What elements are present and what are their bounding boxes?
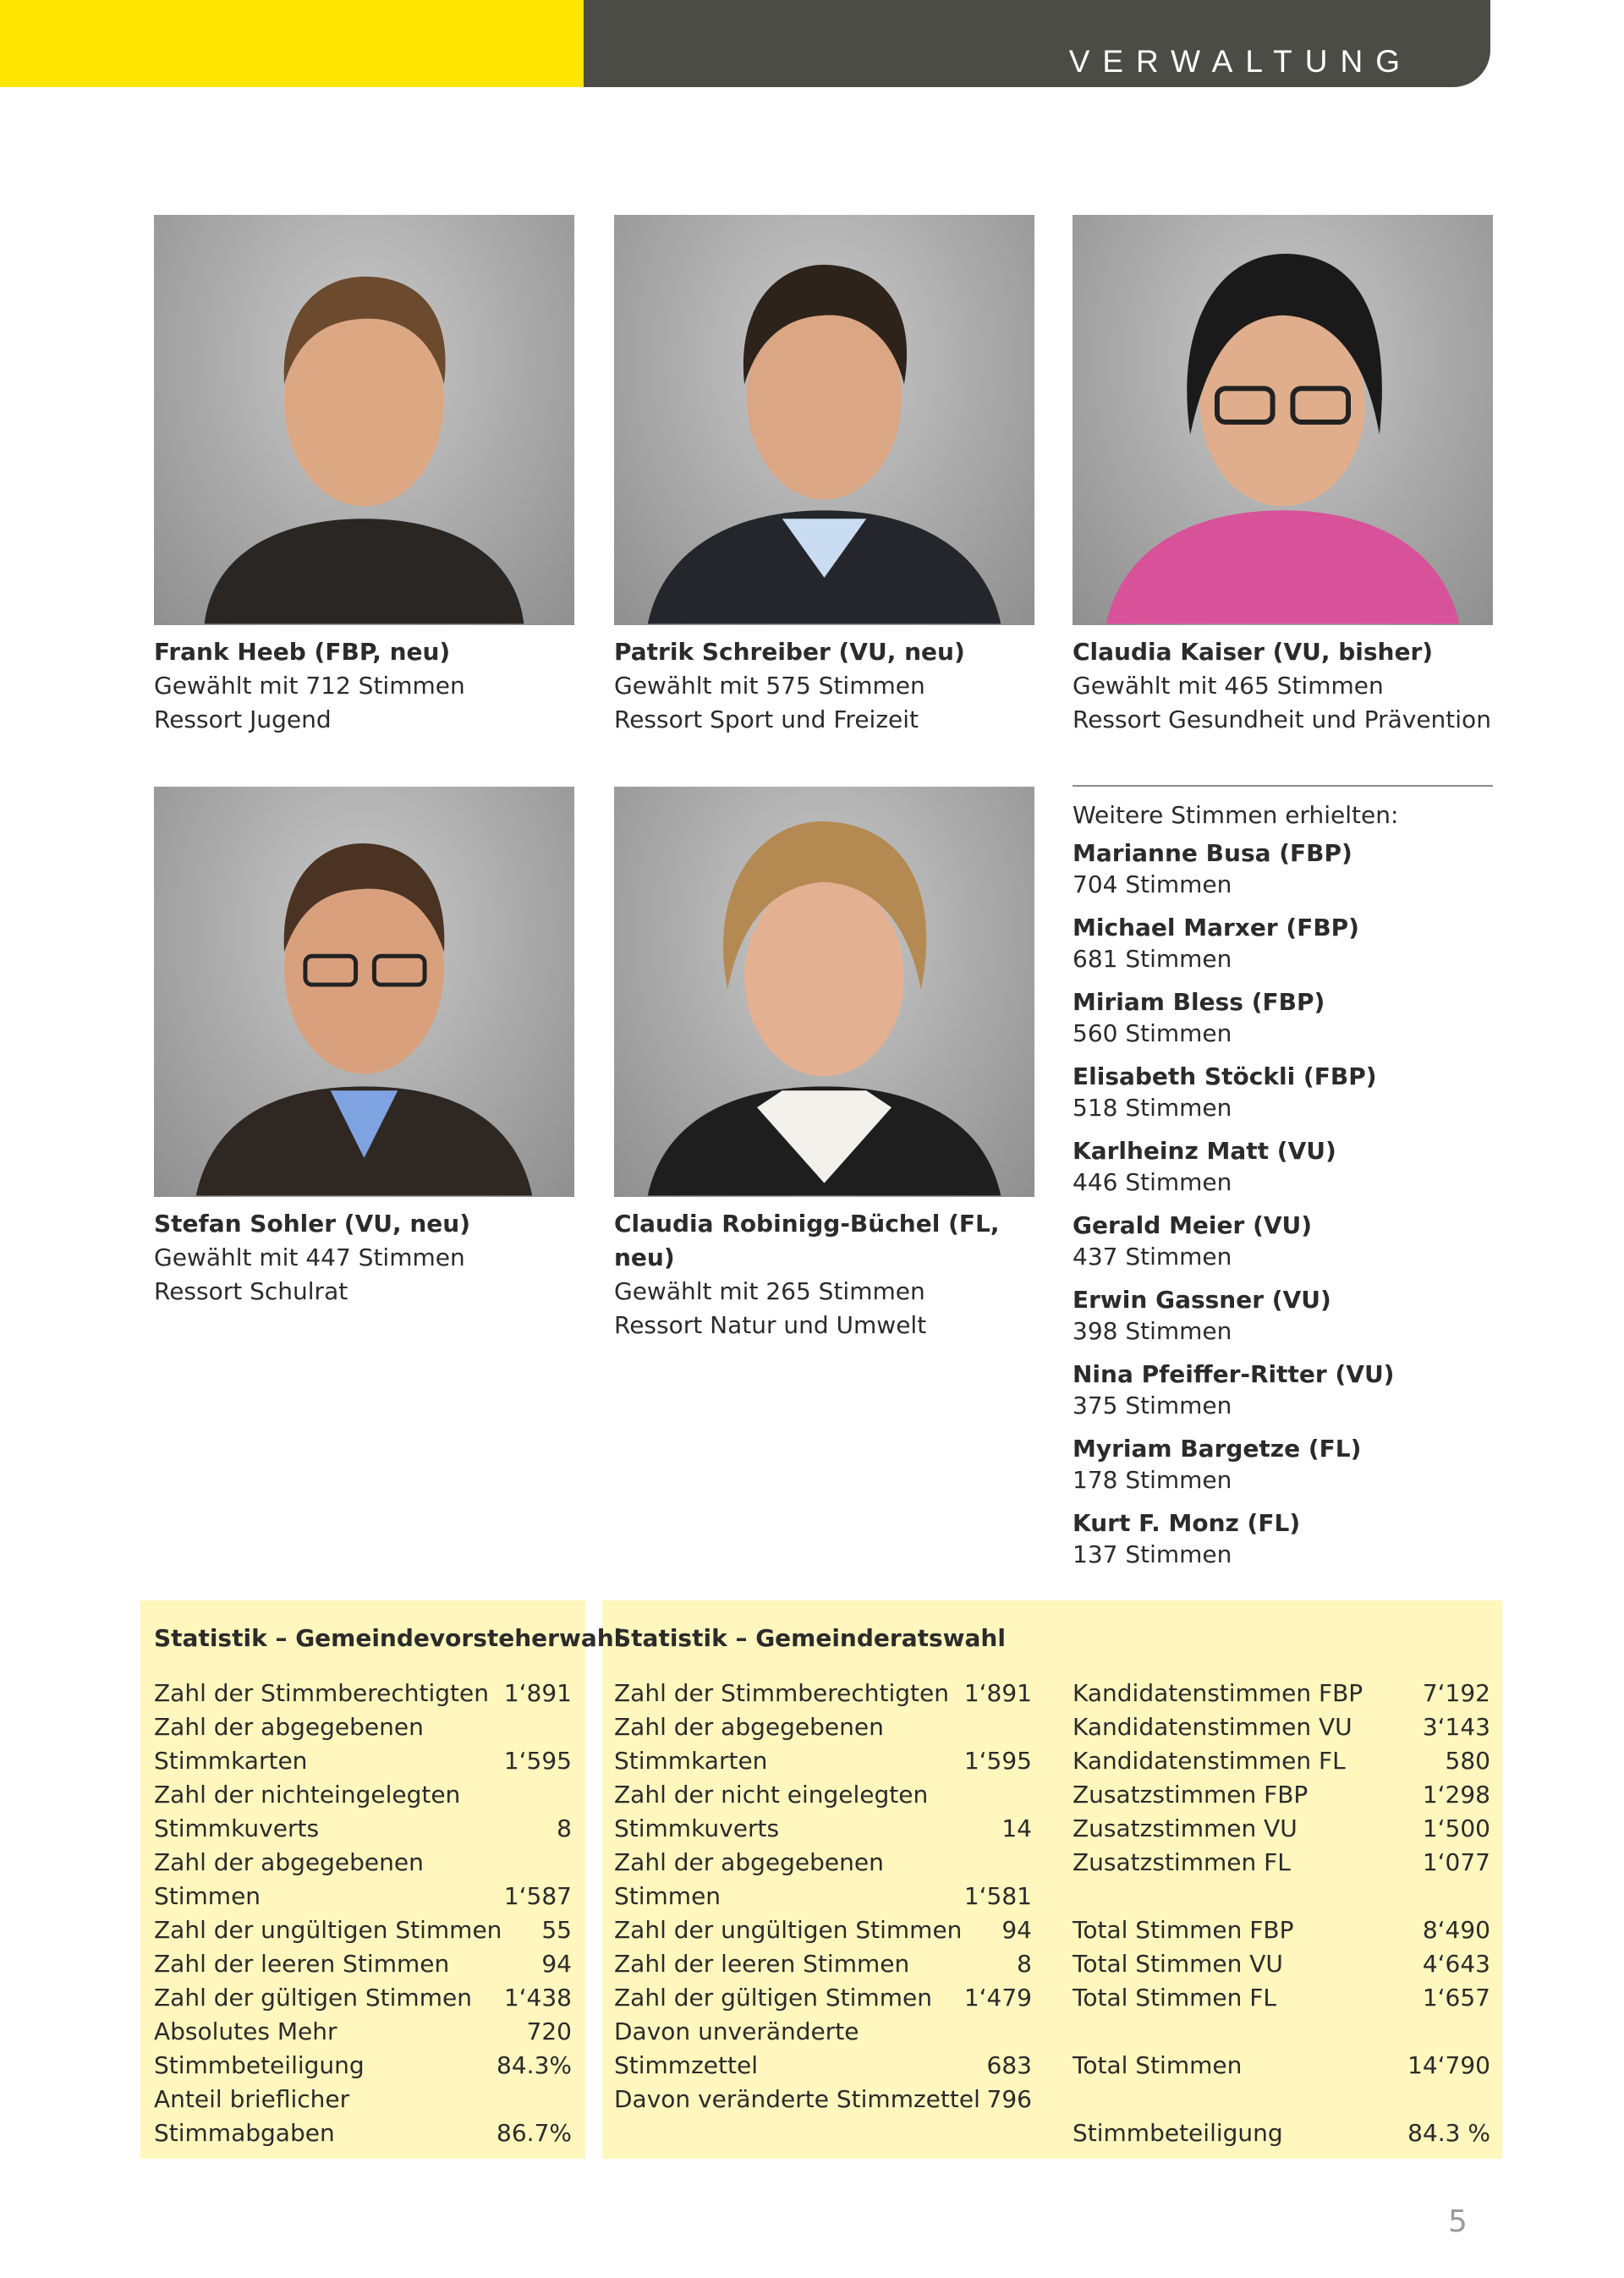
table-row — [1073, 1744, 1490, 1778]
person-card — [154, 787, 577, 1309]
list-item — [1073, 1061, 1493, 1123]
row-label: Anteil brieflicher — [154, 2085, 350, 2113]
row-label: Kandidatenstimmen VU — [1073, 1713, 1352, 1741]
table-row — [614, 1880, 1032, 1913]
row-label: Zusatzstimmen FBP — [1073, 1781, 1309, 1809]
row-label: Zahl der gültigen Stimmen — [154, 1984, 472, 2012]
person-votes: Gewählt mit 447 Stimmen — [154, 1243, 465, 1271]
list-item — [1073, 912, 1493, 974]
person-ressort: Ressort Schulrat — [154, 1277, 348, 1305]
row-value: 1‘595 — [503, 1747, 572, 1775]
row-label: Total Stimmen FBP — [1073, 1916, 1294, 1944]
table-row — [1073, 1913, 1490, 1947]
further-votes-list — [1073, 785, 1493, 1570]
candidate-name: Nina Pfeiffer-Ritter (VU) — [1073, 1360, 1395, 1388]
portrait-illustration — [154, 787, 574, 1197]
row-value: 1‘438 — [503, 1984, 572, 2012]
table-row — [154, 1677, 572, 1710]
row-value: 84.3% — [497, 2051, 572, 2079]
row-value: 94 — [1001, 1916, 1032, 1944]
table-row — [154, 2116, 572, 2150]
candidate-name: Karlheinz Matt (VU) — [1073, 1137, 1336, 1165]
candidate-name: Myriam Bargetze (FL) — [1073, 1435, 1362, 1463]
candidate-votes: 704 Stimmen — [1073, 870, 1232, 898]
row-value: 8 — [1017, 1950, 1032, 1978]
row-value: 580 — [1445, 1747, 1490, 1775]
header-dark-band — [584, 0, 1490, 87]
row-label: Davon unveränderte — [614, 2017, 859, 2045]
list-item — [1073, 1284, 1493, 1347]
portrait-photo — [154, 787, 574, 1197]
person-ressort: Ressort Jugend — [154, 705, 332, 733]
table-row — [1073, 1710, 1490, 1744]
person-votes: Gewählt mit 465 Stimmen — [1073, 672, 1384, 700]
stats-vorsteher-table — [154, 1677, 572, 2150]
person-ressort: Ressort Gesundheit und Prävention — [1073, 705, 1491, 733]
row-value: 1‘581 — [963, 1882, 1032, 1910]
list-item — [1073, 1210, 1493, 1272]
row-value: 94 — [541, 1950, 572, 1978]
table-row — [614, 1812, 1032, 1846]
table-row — [614, 1710, 1032, 1744]
portrait-photo — [614, 215, 1034, 625]
table-row — [154, 1778, 572, 1812]
table-row — [154, 1846, 572, 1880]
list-item — [1073, 1135, 1493, 1198]
row-value: 14‘790 — [1407, 2051, 1490, 2079]
candidate-votes: 178 Stimmen — [1073, 1466, 1232, 1494]
table-row — [1073, 1812, 1490, 1846]
row-value: 683 — [986, 2051, 1032, 2079]
page-number: 5 — [1448, 2204, 1468, 2239]
candidate-name: Erwin Gassner (VU) — [1073, 1286, 1331, 1314]
row-label: Zusatzstimmen FL — [1073, 1848, 1291, 1876]
candidate-votes: 518 Stimmen — [1073, 1094, 1232, 1122]
stats-rat-right-table — [1073, 1677, 1490, 2150]
portrait-illustration — [1073, 215, 1493, 625]
row-label: Total Stimmen FL — [1073, 1984, 1276, 2012]
row-value: 1‘657 — [1422, 1984, 1490, 2012]
row-label: Total Stimmen — [1073, 2051, 1243, 2079]
portrait-illustration — [614, 215, 1034, 625]
table-row — [154, 1913, 572, 1947]
section-title: VERWALTUNG — [1068, 44, 1413, 79]
row-label: Stimmkuverts — [154, 1814, 320, 1842]
table-row — [1073, 2015, 1490, 2049]
row-value: 796 — [986, 2085, 1032, 2113]
table-row — [1073, 2083, 1490, 2116]
divider — [1073, 785, 1493, 787]
portrait-photo — [614, 787, 1034, 1197]
table-row — [1073, 1947, 1490, 1981]
row-value: 1‘587 — [503, 1882, 572, 1910]
list-item — [1073, 986, 1493, 1049]
table-row — [1073, 1880, 1490, 1913]
table-row — [614, 1778, 1032, 1812]
table-row — [154, 1880, 572, 1913]
table-row — [614, 1981, 1032, 2015]
candidate-votes: 437 Stimmen — [1073, 1243, 1232, 1271]
stats-vorsteher-title: Statistik – Gemeindevorsteherwahl — [154, 1624, 623, 1652]
row-value: 86.7% — [497, 2119, 572, 2147]
row-label: Zahl der ungültigen Stimmen — [154, 1916, 502, 1944]
portrait-illustration — [614, 787, 1034, 1197]
table-row — [154, 1947, 572, 1981]
row-label: Stimmen — [154, 1882, 261, 1910]
table-row — [1073, 2049, 1490, 2083]
row-value: 4‘643 — [1422, 1950, 1490, 1978]
candidate-votes: 137 Stimmen — [1073, 1540, 1232, 1568]
list-item — [1073, 1433, 1493, 1496]
person-card — [154, 215, 577, 737]
row-value: 1‘595 — [963, 1747, 1032, 1775]
candidate-votes: 681 Stimmen — [1073, 945, 1232, 973]
row-label: Zahl der leeren Stimmen — [154, 1950, 450, 1978]
person-votes: Gewählt mit 712 Stimmen — [154, 672, 465, 700]
candidate-name: Gerald Meier (VU) — [1073, 1211, 1313, 1239]
row-label: Zahl der abgegebenen — [154, 1713, 424, 1741]
row-label: Zahl der nicht eingelegten — [614, 1781, 929, 1809]
row-value: 1‘500 — [1422, 1814, 1490, 1842]
further-votes-intro: Weitere Stimmen erhielten: — [1073, 801, 1399, 829]
person-card — [614, 215, 1037, 737]
row-value: 55 — [541, 1916, 572, 1944]
row-label: Zahl der gültigen Stimmen — [614, 1984, 932, 2012]
person-name: Claudia Kaiser (VU, bisher) — [1073, 638, 1434, 666]
list-item — [1073, 1359, 1493, 1421]
table-row — [614, 1744, 1032, 1778]
row-label: Zahl der ungültigen Stimmen — [614, 1916, 963, 1944]
person-votes: Gewählt mit 575 Stimmen — [614, 672, 925, 700]
row-label: Zahl der abgegebenen — [614, 1848, 884, 1876]
row-value: 720 — [526, 2017, 572, 2045]
person-name: Claudia Robinigg-Büchel (FL, neu) — [614, 1210, 1000, 1271]
row-value: 14 — [1001, 1814, 1032, 1842]
row-value: 84.3 % — [1407, 2119, 1490, 2147]
candidate-votes: 375 Stimmen — [1073, 1392, 1232, 1419]
row-value: 3‘143 — [1422, 1713, 1490, 1741]
table-row — [614, 2083, 1032, 2116]
candidate-name: Marianne Busa (FBP) — [1073, 839, 1352, 867]
row-label: Stimmkuverts — [614, 1814, 780, 1842]
person-name: Stefan Sohler (VU, neu) — [154, 1210, 471, 1238]
table-row — [1073, 1981, 1490, 2015]
person-name: Patrik Schreiber (VU, neu) — [614, 638, 965, 666]
candidate-votes: 560 Stimmen — [1073, 1019, 1232, 1047]
stats-rat-left-table — [614, 1677, 1032, 2116]
row-value: 1‘891 — [963, 1679, 1032, 1707]
row-value: 8 — [557, 1814, 572, 1842]
person-votes: Gewählt mit 265 Stimmen — [614, 1277, 925, 1305]
candidate-name: Miriam Bless (FBP) — [1073, 988, 1325, 1016]
person-ressort: Ressort Sport und Freizeit — [614, 705, 919, 733]
row-label: Stimmbeteiligung — [154, 2051, 365, 2079]
row-label: Kandidatenstimmen FL — [1073, 1747, 1346, 1775]
row-label: Davon veränderte Stimmzettel — [614, 2085, 980, 2113]
row-label: Stimmen — [614, 1882, 721, 1910]
row-value: 1‘891 — [503, 1679, 572, 1707]
candidate-name: Elisabeth Stöckli (FBP) — [1073, 1062, 1377, 1090]
table-row — [1073, 1846, 1490, 1880]
portrait-photo — [1073, 215, 1493, 625]
table-row — [1073, 1677, 1490, 1710]
row-value: 1‘479 — [963, 1984, 1032, 2012]
row-label: Zusatzstimmen VU — [1073, 1814, 1298, 1842]
row-label: Stimmkarten — [614, 1747, 768, 1775]
table-row — [614, 1677, 1032, 1710]
stats-rat-title: Statistik – Gemeinderatswahl — [614, 1624, 1006, 1652]
row-label: Absolutes Mehr — [154, 2017, 337, 2045]
portrait-photo — [154, 215, 574, 625]
candidate-votes: 398 Stimmen — [1073, 1317, 1232, 1345]
table-row — [154, 2015, 572, 2049]
table-row — [154, 1710, 572, 1744]
row-value: 8‘490 — [1422, 1916, 1490, 1944]
row-label: Zahl der Stimmberechtigten — [154, 1679, 490, 1707]
row-label: Zahl der leeren Stimmen — [614, 1950, 910, 1978]
table-row — [154, 1981, 572, 2015]
table-row — [1073, 1778, 1490, 1812]
row-label: Stimmbeteiligung — [1073, 2119, 1283, 2147]
row-label: Zahl der nichteingelegten — [154, 1781, 461, 1809]
row-label: Stimmabgaben — [154, 2119, 335, 2147]
table-row — [614, 1846, 1032, 1880]
row-label: Kandidatenstimmen FBP — [1073, 1679, 1363, 1707]
row-label: Zahl der Stimmberechtigten — [614, 1679, 950, 1707]
table-row — [154, 2083, 572, 2116]
table-row — [614, 1947, 1032, 1981]
list-item — [1073, 1507, 1493, 1570]
row-label: Zahl der abgegebenen — [614, 1713, 884, 1741]
row-label: Zahl der abgegebenen — [154, 1848, 424, 1876]
person-ressort: Ressort Natur und Umwelt — [614, 1311, 927, 1339]
candidate-name: Michael Marxer (FBP) — [1073, 914, 1359, 941]
header-yellow-band — [0, 0, 584, 87]
portrait-illustration — [154, 215, 574, 625]
row-label: Total Stimmen VU — [1073, 1950, 1283, 1978]
row-value: 7‘192 — [1422, 1679, 1490, 1707]
candidate-name: Kurt F. Monz (FL) — [1073, 1509, 1301, 1537]
table-row — [614, 1913, 1032, 1947]
table-row — [614, 2015, 1032, 2049]
person-name: Frank Heeb (FBP, neu) — [154, 638, 451, 666]
row-value: 1‘077 — [1422, 1848, 1490, 1876]
table-row — [154, 2049, 572, 2083]
row-label: Stimmzettel — [614, 2051, 758, 2079]
candidate-votes: 446 Stimmen — [1073, 1168, 1232, 1196]
table-row — [1073, 2116, 1490, 2150]
table-row — [614, 2049, 1032, 2083]
table-row — [154, 1744, 572, 1778]
table-row — [154, 1812, 572, 1846]
person-card — [1073, 215, 1495, 737]
list-item — [1073, 837, 1493, 900]
row-label: Stimmkarten — [154, 1747, 308, 1775]
row-value: 1‘298 — [1422, 1781, 1490, 1809]
person-card — [614, 787, 1037, 1342]
